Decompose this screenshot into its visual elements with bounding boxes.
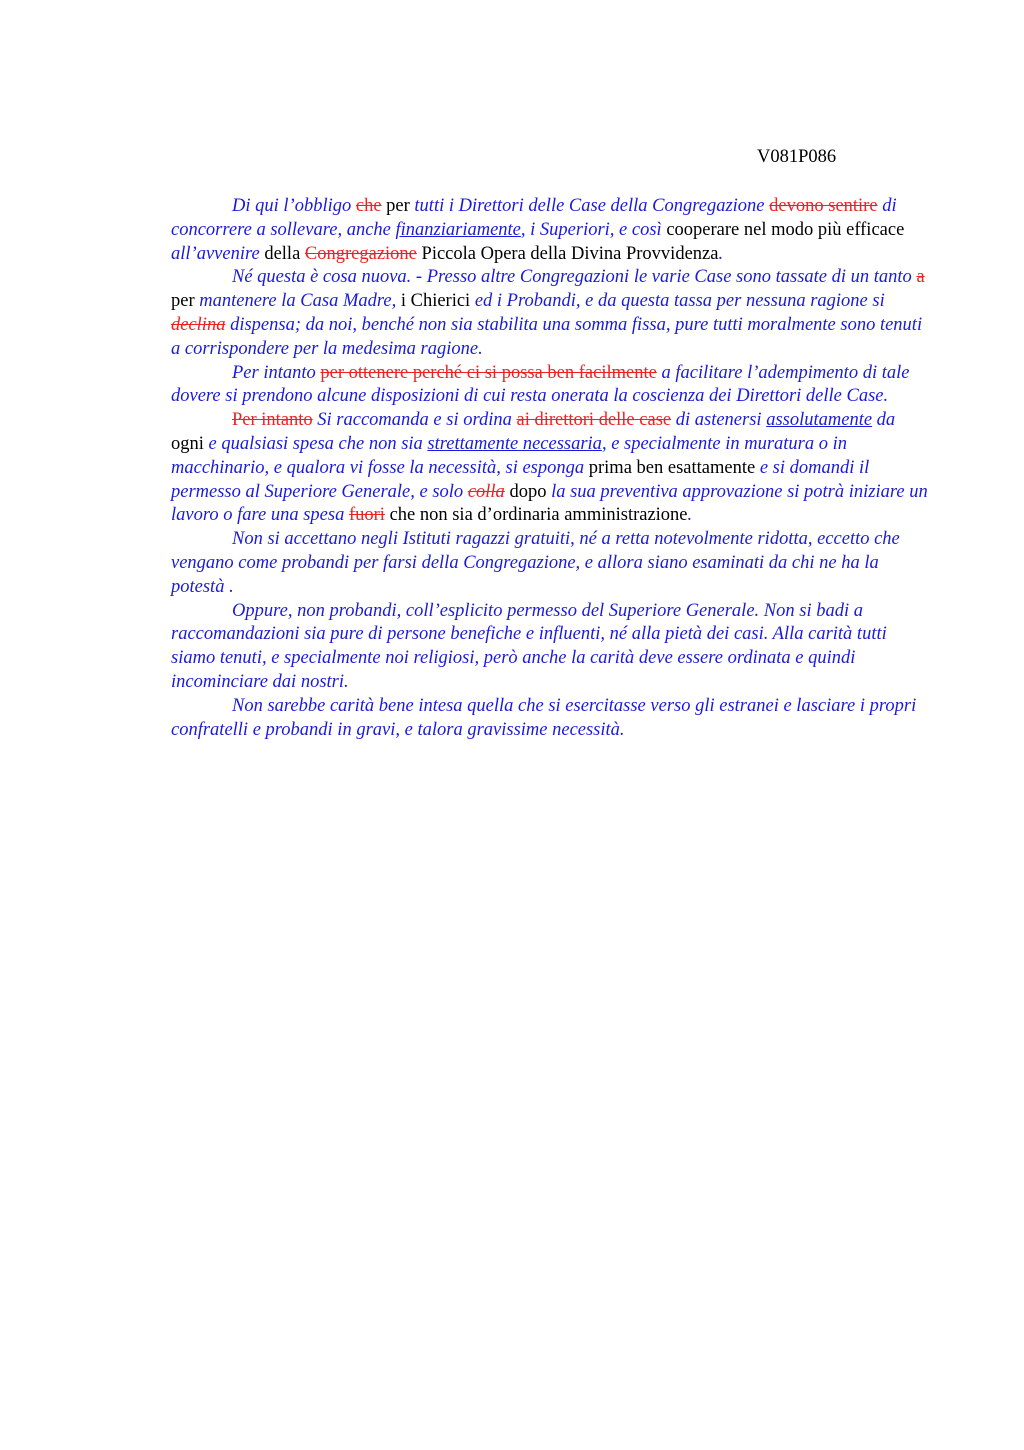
underlined-inserted-text: strettamente necessaria xyxy=(427,433,602,454)
inserted-text: Si raccomanda e si ordina xyxy=(312,410,517,431)
deleted-text: colla xyxy=(467,481,505,502)
inserted-text: Di qui l’obbligo xyxy=(232,196,356,216)
deleted-text: Per intanto xyxy=(232,410,313,431)
paragraph xyxy=(171,695,931,743)
inserted-text: Non sarebbe carità bene intesa quella che si esercitasse verso gli estranei e lasciare i propri confratelli e probandi in gravi, e talora gravissime necessità. xyxy=(171,695,917,740)
original-text: i Chierici xyxy=(400,291,475,312)
document-body xyxy=(171,195,931,742)
deleted-text: devono sentire xyxy=(769,196,878,216)
inserted-text: ed i Probandi, e da questa tassa per nessuna ragione si xyxy=(474,291,885,312)
original-text: per xyxy=(171,291,200,312)
original-text: che non sia d’ordinaria amministrazione xyxy=(384,505,688,526)
original-text: Piccola Opera della Divina Provvidenza xyxy=(416,243,719,264)
inserted-text: , e specialmente in muratura o in macchinario, e qualora vi fosse la necessità, si esponga xyxy=(171,433,848,478)
inserted-text: . xyxy=(687,505,693,526)
inserted-text: Né questa è cosa nuova. - Presso altre Congregazioni le varie Case sono tassate di un tanto xyxy=(232,267,917,288)
inserted-text: . xyxy=(718,243,724,264)
deleted-text: che xyxy=(355,196,382,216)
original-text: cooperare nel modo più efficace xyxy=(666,219,905,240)
original-text: della xyxy=(259,243,305,264)
inserted-text: dispensa; da noi, benché non sia stabilita una somma fissa, pure tutti moralmente sono tenuti a corrispondere per la medesima ragione. xyxy=(171,314,923,359)
inserted-text: Oppure, non probandi, coll’esplicito permesso del Superiore Generale. Non si badi a raccomandazioni sia pure di persone benefiche e influenti, né alla pietà dei casi. Alla carità tutti siamo tenuti, e specialmente noi religiosi, però anche la carità deve essere ordinata e quindi incominciare dai nostri. xyxy=(171,600,887,692)
underlined-inserted-text: assolutamente xyxy=(766,410,873,431)
inserted-text: a facilitare l’adempimento di tale dovere si prendono alcune disposizioni di cui resta onerata la coscienza dei Direttori delle Case. xyxy=(171,362,910,407)
inserted-text: Non si accettano negli Istituti ragazzi gratuiti, né a retta notevolmente ridotta, eccetto che vengano come probandi per farsi della Congregazione, e allora siano esaminati da chi ne ha la potestà . xyxy=(171,529,900,597)
inserted-text: mantenere la Casa Madre, xyxy=(199,291,401,312)
inserted-text: di astenersi xyxy=(671,410,767,431)
deleted-text: ai direttori delle case xyxy=(516,410,672,431)
underlined-inserted-text: finanziariamente xyxy=(395,219,521,240)
deleted-text: a xyxy=(916,267,925,288)
original-text: dopo xyxy=(504,481,552,502)
inserted-text: e qualsiasi spesa che non sia xyxy=(203,433,428,454)
deleted-text: per ottenere perché ci si possa ben facilmente xyxy=(320,362,657,383)
paragraph xyxy=(171,195,931,266)
inserted-text: , i Superiori, e così xyxy=(520,219,667,240)
document-reference-code: V081P086 xyxy=(757,147,837,167)
inserted-text: la sua preventiva approvazione si potrà iniziare un lavoro o fare una spesa xyxy=(171,481,928,526)
paragraph xyxy=(171,600,931,695)
deleted-text: Congregazione xyxy=(304,243,417,264)
original-text: per xyxy=(381,196,415,216)
original-text: ogni xyxy=(171,433,204,454)
paragraph xyxy=(171,409,931,528)
paragraph xyxy=(171,362,931,410)
deleted-text: fuori xyxy=(348,505,385,526)
paragraph xyxy=(171,266,931,361)
inserted-text: all’avvenire xyxy=(171,243,260,264)
original-text: prima ben esattamente xyxy=(588,457,756,478)
inserted-text: tutti i Direttori delle Case della Congregazione xyxy=(414,196,770,216)
paragraph xyxy=(171,528,931,599)
inserted-text: e si domandi il permesso al Superiore Generale, e solo xyxy=(171,457,870,502)
inserted-text: Per intanto xyxy=(232,362,321,383)
deleted-text: declina xyxy=(171,314,226,335)
inserted-text: da xyxy=(872,410,896,431)
inserted-text: di concorrere a sollevare, anche xyxy=(171,196,897,240)
